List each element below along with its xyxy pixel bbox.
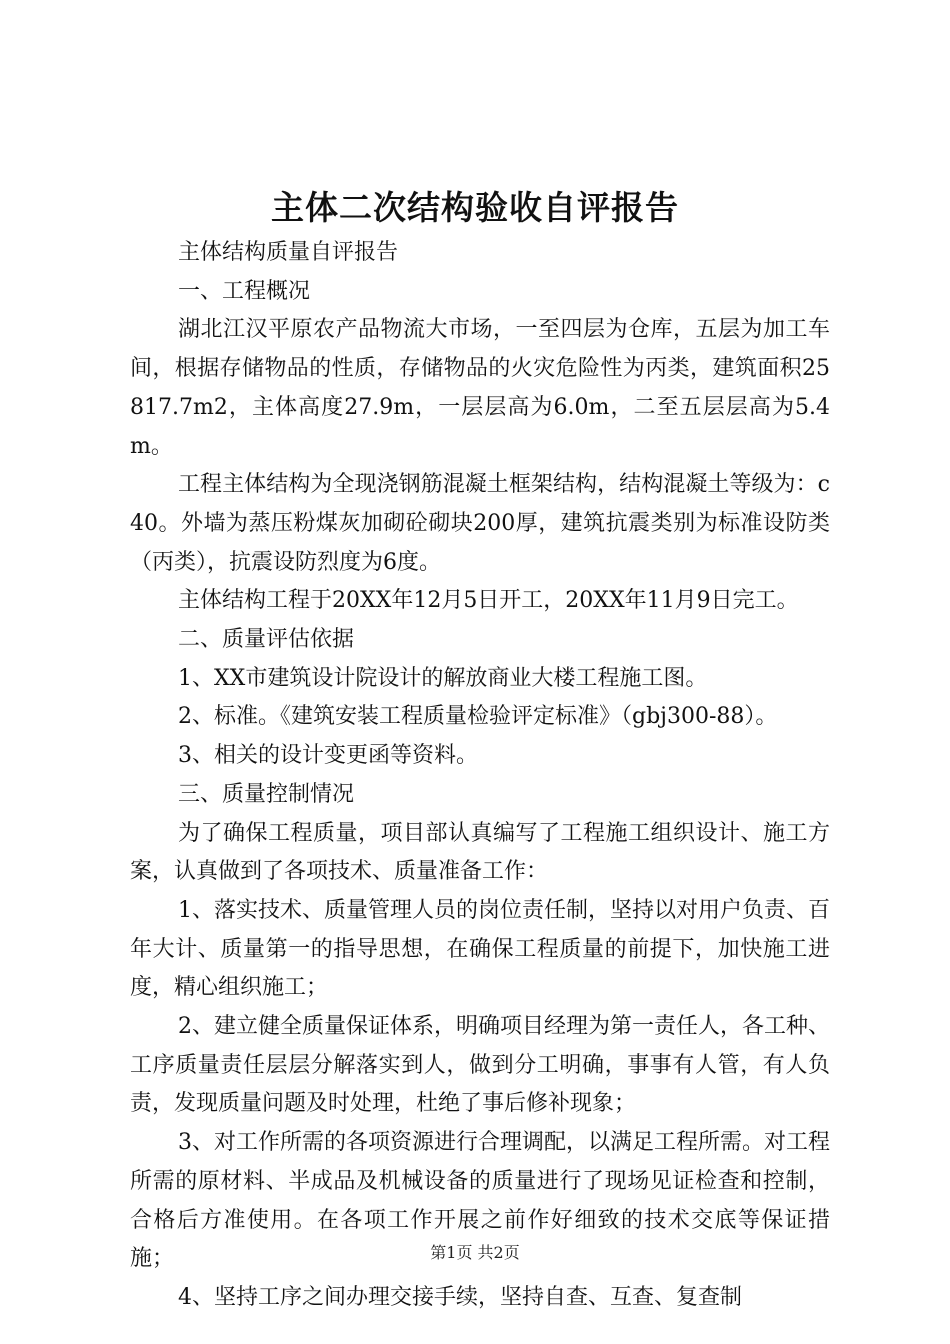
list-item-basis-1: 1、XX市建筑设计院设计的解放商业大楼工程施工图。 [178, 665, 708, 691]
list-item-control-2: 2、建立健全质量保证体系，明确项目经理为第一责任人，各工种、工序质量责任层层分解落实到人，做到分工明确，事事有人管，有人负责，发现质量问题及时处理，杜绝了事后修补现象； [130, 1014, 830, 1117]
document-title: 主体二次结构验收自评报告 [271, 188, 679, 227]
section-heading-assessment-basis: 二、质量评估依据 [178, 627, 355, 653]
paragraph-project-description: 湖北江汉平原农产品物流大市场，一至四层为仓库，五层为加工车间，根据存储物品的性质，存储物品的火灾危险性为丙类，建筑面积25817.7m2，主体高度27.9m，一层层高为6.0m，二至五层层高为5.4m。 [130, 317, 830, 459]
list-item-basis-3: 3、相关的设计变更函等资料。 [178, 743, 478, 769]
paragraph-construction-dates: 主体结构工程于20XX年12月5日开工，20XX年11月9日完工。 [178, 588, 799, 614]
paragraph-report-subtitle: 主体结构质量自评报告 [178, 240, 399, 265]
paragraph-structure-description: 工程主体结构为全现浇钢筋混凝土框架结构，结构混凝土等级为：c40。外墙为蒸压粉煤灰加砌砼砌块200厚，建筑抗震类别为标准设防类（丙类），抗震设防烈度为6度。 [130, 472, 830, 575]
list-item-control-4: 4、坚持工序之间办理交接手续，坚持自查、互查、复查制 [178, 1284, 742, 1310]
list-item-control-3: 3、对工作所需的各项资源进行合理调配，以满足工程所需。对工程所需的原材料、半成品及机械设备的质量进行了现场见证检查和控制，合格后方准使用。在各项工作开展之前作好细致的技术交底等保证措施； [130, 1130, 830, 1272]
list-item-basis-2: 2、标准。《建筑安装工程质量检验评定标准》（gbj300-88）。 [178, 704, 778, 730]
section-heading-quality-control: 三、质量控制情况 [178, 781, 355, 807]
document-body [130, 234, 830, 1318]
page-footer: 第1页 共2页 [430, 1243, 520, 1262]
paragraph-quality-intro: 为了确保工程质量，项目部认真编写了工程施工组织设计、施工方案，认真做到了各项技术、质量准备工作： [130, 820, 830, 885]
section-heading-project-overview: 一、工程概况 [178, 278, 311, 304]
list-item-control-1: 1、落实技术、质量管理人员的岗位责任制，坚持以对用户负责、百年大计、质量第一的指导思想，在确保工程质量的前提下，加快施工进度，精心组织施工； [130, 897, 830, 1001]
